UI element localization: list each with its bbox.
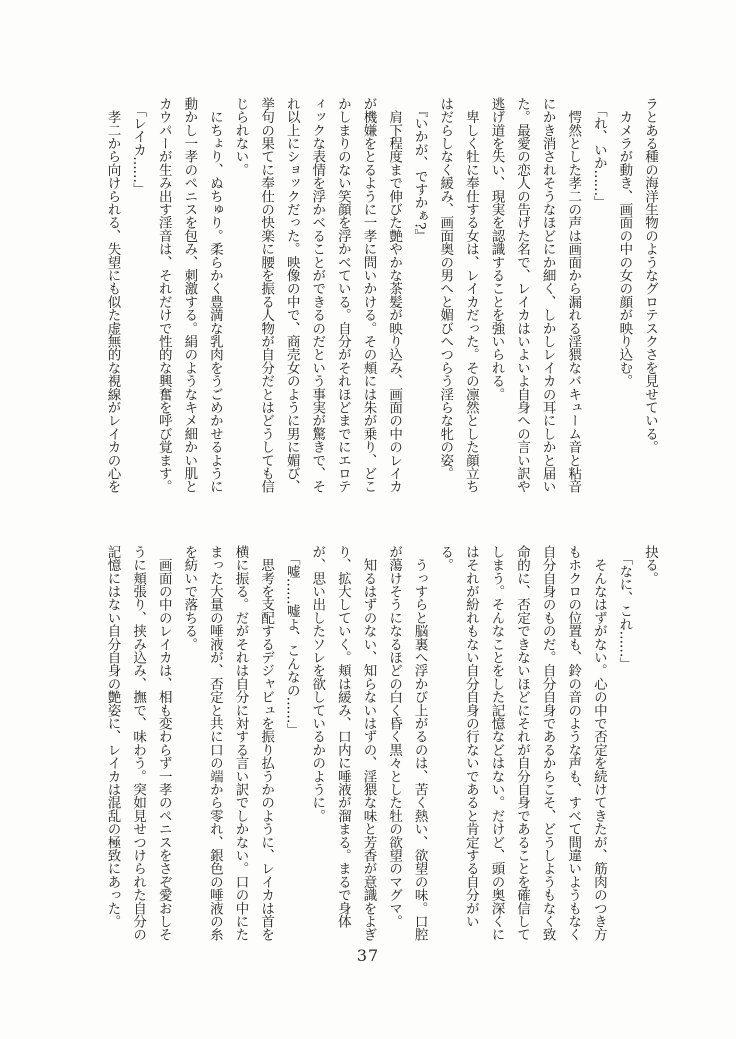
text-column: はだらしなく緩み、画面奥の男へと媚びへつらう淫らな牝の姿。 xyxy=(437,97,454,480)
text-column: まった大量の唾液が、否定と共に口の端から零れ、銀色の唾液の糸 xyxy=(206,545,223,942)
text-column: もホクロの位置も、鈴の音のような声も、すべて間違いようもなく xyxy=(565,545,582,942)
text-column: ラとある種の海洋生物のようなグロテスクさを見せている。 xyxy=(642,97,658,454)
page-number: 37 xyxy=(356,946,380,965)
text-column: 孝二から向けられる、失望にも似た虚無的な視線がレイカの心を xyxy=(104,97,121,494)
text-column: にちょり、ぬちゅり。柔らかく豊満な乳肉をうごめかせるように xyxy=(206,97,223,494)
text-column: そんなはずがない。心の中で否定を続けてきたが、筋肉のつき方 xyxy=(590,545,607,942)
text-column: が蕩けそうになるほどの白く昏く黒々とした牡の欲望のマグマ。 xyxy=(386,545,403,928)
text-column: 命的に、否定できないほどにそれが自分自身であることを確信して xyxy=(514,545,531,942)
text-column: かしまりのない笑顔を浮かべている。自分がそれほどまでにエロテ xyxy=(334,97,351,494)
text-column: 横に振る。だがそれは自分に対する言い訳でしかない。口の中にた xyxy=(232,545,249,942)
text-column: うに頬張り、挟み込み、撫で、味わう。突如見せつけられた自分の xyxy=(130,545,147,942)
text-column: 記憶にはない自分自身の艶姿に、レイカは混乱の極致にあった。 xyxy=(104,545,121,928)
text-column: た。最愛の恋人の告げた名で、レイカはいよいよ自身への言い訳や xyxy=(514,97,531,494)
text-column: る。 xyxy=(437,545,454,572)
text-column: 「嘘……嘘よ、こんなの……」 xyxy=(283,545,300,737)
text-column: うっすらと脳裏へ浮かび上がるのは、苦く熱い、欲望の味。口腔 xyxy=(411,545,428,942)
text-column: しまう。そんなことをした記憶などはない。だけど、頭の奥深くに xyxy=(488,545,505,942)
text-column: ィックな表情を浮かべることができるのだという事実が驚きで、そ xyxy=(309,97,326,494)
text-column: れ以上にショックだった。映像の中で、商売女のように男に媚び、 xyxy=(283,97,300,494)
text-column: カメラが動き、画面の中の女の顔が映り込む。 xyxy=(616,97,633,388)
text-column: 思考を支配するデジャビュを振り払うかのように、レイカは首を xyxy=(258,545,275,942)
text-column: 知るはずのない、知らないはずの、淫猥な味と芳香が意識をよぎ xyxy=(360,545,377,942)
text-column: 肩下程度まで伸びた艶やかな茶髪が映り込み、画面の中のレイカ xyxy=(386,97,403,494)
upper-text-block xyxy=(99,97,662,503)
text-column: 逃げ道を失い、現実を認識することを強いられる。 xyxy=(488,97,505,401)
text-column: が機嫌をとるように一孝に問いかける。その頬には朱が乗り、どこ xyxy=(360,97,377,494)
text-column: を紡いで落ちる。 xyxy=(181,545,198,651)
text-column: 動かし一孝のペニスを包み、刺激する。絹のようなキメ細かい肌と xyxy=(181,97,198,494)
text-column: 愕然とした孝二の声は画面から漏れる淫猥なバキューム音と粘音 xyxy=(565,97,582,494)
text-column: 卑しく牡に奉仕する女は、レイカだった。その凛然とした顔立ち xyxy=(462,97,479,494)
text-column: が、思い出したソレを欲しているかのように。 xyxy=(309,545,326,823)
lower-text-block xyxy=(99,545,662,951)
text-column: 抉る。 xyxy=(642,545,658,585)
text-column: 「れ、いか……」 xyxy=(590,97,607,210)
text-column: り、拡大していく。頬は緩み、口内に唾液が溜まる。まるで身体 xyxy=(334,545,351,928)
text-column: 自分自身のものだ。自分自身であるからこそ、どうしようもなく致 xyxy=(539,545,556,942)
text-column: 「なに、これ……」 xyxy=(616,545,633,671)
text-column: 画面の中のレイカは、相も変わらず一孝のペニスをさぞ愛おしそ xyxy=(155,545,172,942)
text-column: カウパーが生み出す淫音は、それだけで性的な興奮を呼び覚ます。 xyxy=(155,97,172,494)
text-column: にかき消されそうなほどにか細く、しかしレイカの耳にしかと届い xyxy=(539,97,556,494)
text-column: 「レイカ……」 xyxy=(130,97,147,196)
text-column: はそれが紛れもない自分自身の行ないであると肯定する自分がい xyxy=(462,545,479,928)
text-column: 挙句の果てに奉仕の快楽に腰を振る人物が自分だとはどうしても信 xyxy=(258,97,275,494)
text-column: 『いかが、ですかぁ?』 xyxy=(411,97,428,243)
text-column: じられない。 xyxy=(232,97,249,177)
